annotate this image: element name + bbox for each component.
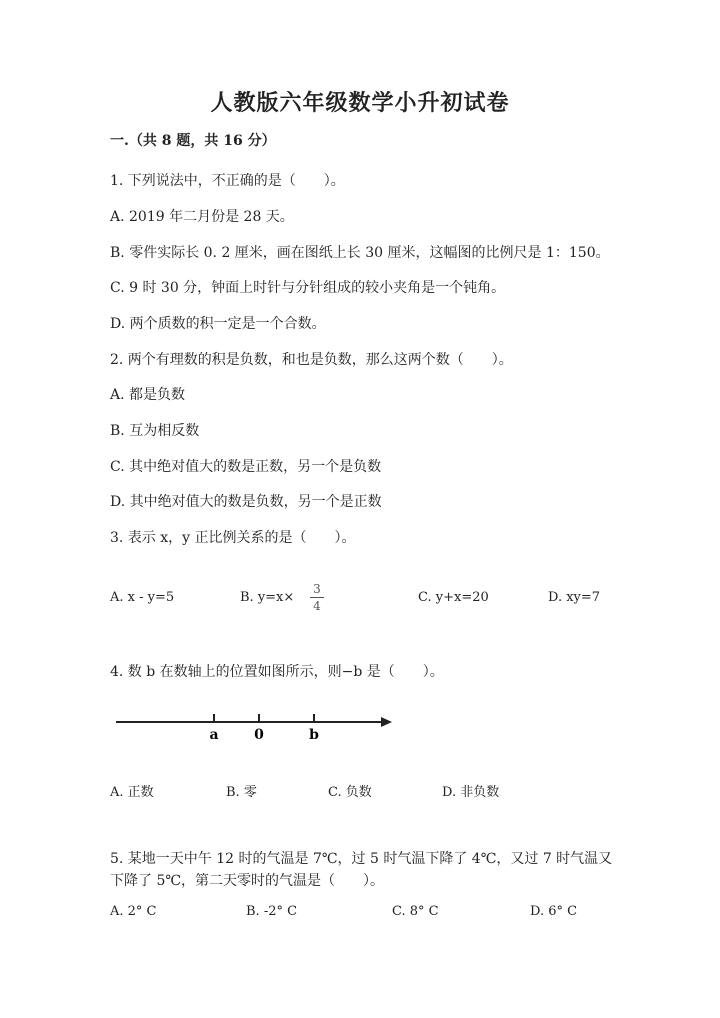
q1-option-a: A. 2019 年二月份是 28 天。	[110, 209, 294, 225]
label-a: a	[209, 727, 219, 743]
label-b: b	[309, 727, 319, 743]
q5-option-b: B. -2° C	[246, 904, 298, 919]
q4-option-a: A. 正数	[110, 785, 154, 800]
q2-option-a: A. 都是负数	[110, 387, 186, 403]
q3-fraction-denominator: 4	[313, 599, 321, 613]
q1-option-c: C. 9 时 30 分，钟面上时针与分针组成的较小夹角是一个钝角。	[110, 280, 506, 296]
section-heading: 一.（共 8 题，共 16 分）	[110, 133, 276, 149]
q1-option-b: B. 零件实际长 0. 2 厘米，画在图纸上长 30 厘米，这幅图的比例尺是 1：150。	[110, 245, 610, 261]
q4-option-b: B. 零	[226, 785, 257, 800]
q4-option-d: D. 非负数	[442, 785, 500, 800]
q3-stem: 3. 表示 x，y 正比例关系的是（ ）。	[110, 530, 356, 546]
q2-option-b: B. 互为相反数	[110, 423, 200, 439]
q5-option-d: D. 6° C	[530, 904, 578, 919]
q2-option-d: D. 其中绝对值大的数是负数，另一个是正数	[110, 494, 382, 510]
fraction-bar	[310, 597, 324, 598]
q3-option-a: A. x - y=5	[110, 590, 175, 605]
q4-option-c: C. 负数	[328, 785, 372, 800]
number-line-figure	[110, 708, 400, 744]
q4-stem: 4. 数 b 在数轴上的位置如图所示，则−b 是（ ）。	[110, 664, 444, 680]
q5-option-c: C. 8° C	[392, 904, 439, 919]
q2-stem: 2. 两个有理数的积是负数，和也是负数，那么这两个数（ ）。	[110, 352, 513, 368]
number-line-arrow-icon	[381, 717, 392, 727]
q1-stem: 1. 下列说法中，不正确的是（ ）。	[110, 173, 345, 189]
q3-option-c: C. y+x=20	[418, 590, 489, 605]
exam-title: 人教版六年级数学小升初试卷	[210, 90, 510, 116]
q2-option-c: C. 其中绝对值大的数是正数，另一个是负数	[110, 459, 382, 475]
q5-stem: 5. 某地一天中午 12 时的气温是 7℃，过 5 时气温下降了 4℃，又过 7 时气温又下降了 5℃，第二天零时的气温是（ ）。	[110, 851, 613, 889]
q3-fraction	[310, 582, 324, 613]
label-zero: 0	[254, 727, 264, 743]
q3-fraction-numerator: 3	[313, 582, 321, 596]
q5-option-a: A. 2° C	[110, 904, 157, 919]
q3-option-d: D. xy=7	[548, 590, 601, 605]
q1-option-d: D. 两个质数的积一定是一个合数。	[110, 316, 326, 332]
q3-option-b: B. y=x×	[240, 590, 295, 605]
